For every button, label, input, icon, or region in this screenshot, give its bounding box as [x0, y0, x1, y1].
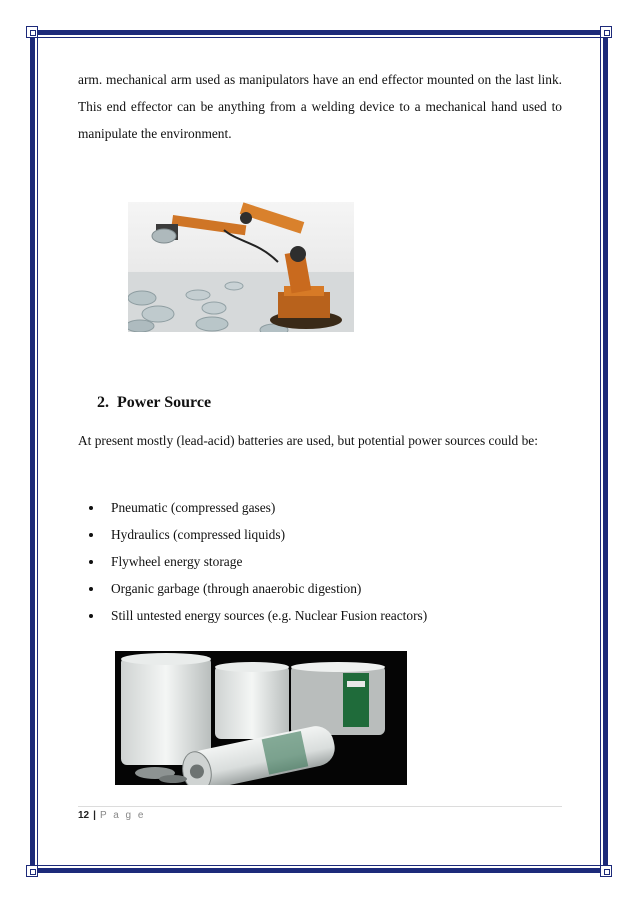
list-item — [78, 521, 427, 548]
list-item-text: Pneumatic (compressed gases) — [111, 500, 276, 515]
list-item — [78, 548, 427, 575]
border-corner-bottom-left — [26, 865, 38, 877]
intro-paragraph: arm. mechanical arm used as manipulators have an end effector mounted on the last link. This end effector can be anything from a welding device to a mechanical hand used to manipulate the environment. — [78, 72, 562, 141]
batteries-image — [115, 651, 407, 785]
bullet-icon — [89, 533, 93, 537]
border-corner-top-right — [600, 26, 612, 38]
section-heading — [97, 394, 211, 412]
robot-arm-illustration — [128, 202, 354, 332]
list-item-text: Hydraulics (compressed liquids) — [111, 527, 286, 542]
list-item-text: Still untested energy sources (e.g. Nuclear Fusion reactors) — [111, 608, 428, 623]
power-source-paragraph: At present mostly (lead-acid) batteries are used, but potential power sources could be: — [78, 433, 538, 448]
border-corner-top-left — [26, 26, 38, 38]
footer-separator: | — [93, 810, 96, 821]
page-footer — [78, 810, 145, 821]
batteries-illustration — [115, 651, 407, 785]
bullet-icon — [89, 614, 93, 618]
section-title: Power Source — [117, 394, 212, 411]
bullet-icon — [89, 560, 93, 564]
list-item — [78, 602, 427, 629]
power-source-list — [78, 494, 427, 629]
list-item — [78, 575, 427, 602]
bullet-icon — [89, 587, 93, 591]
section-number: 2. — [97, 394, 109, 411]
page-label: P a g e — [99, 810, 146, 821]
list-item — [78, 494, 427, 521]
footer-rule — [78, 806, 562, 807]
robot-arm-image — [128, 202, 354, 332]
list-item-text: Organic garbage (through anaerobic digestion) — [111, 581, 362, 596]
border-corner-bottom-right — [600, 865, 612, 877]
bullet-icon — [89, 506, 93, 510]
list-item-text: Flywheel energy storage — [111, 554, 243, 569]
page-number: 12 — [78, 810, 90, 821]
